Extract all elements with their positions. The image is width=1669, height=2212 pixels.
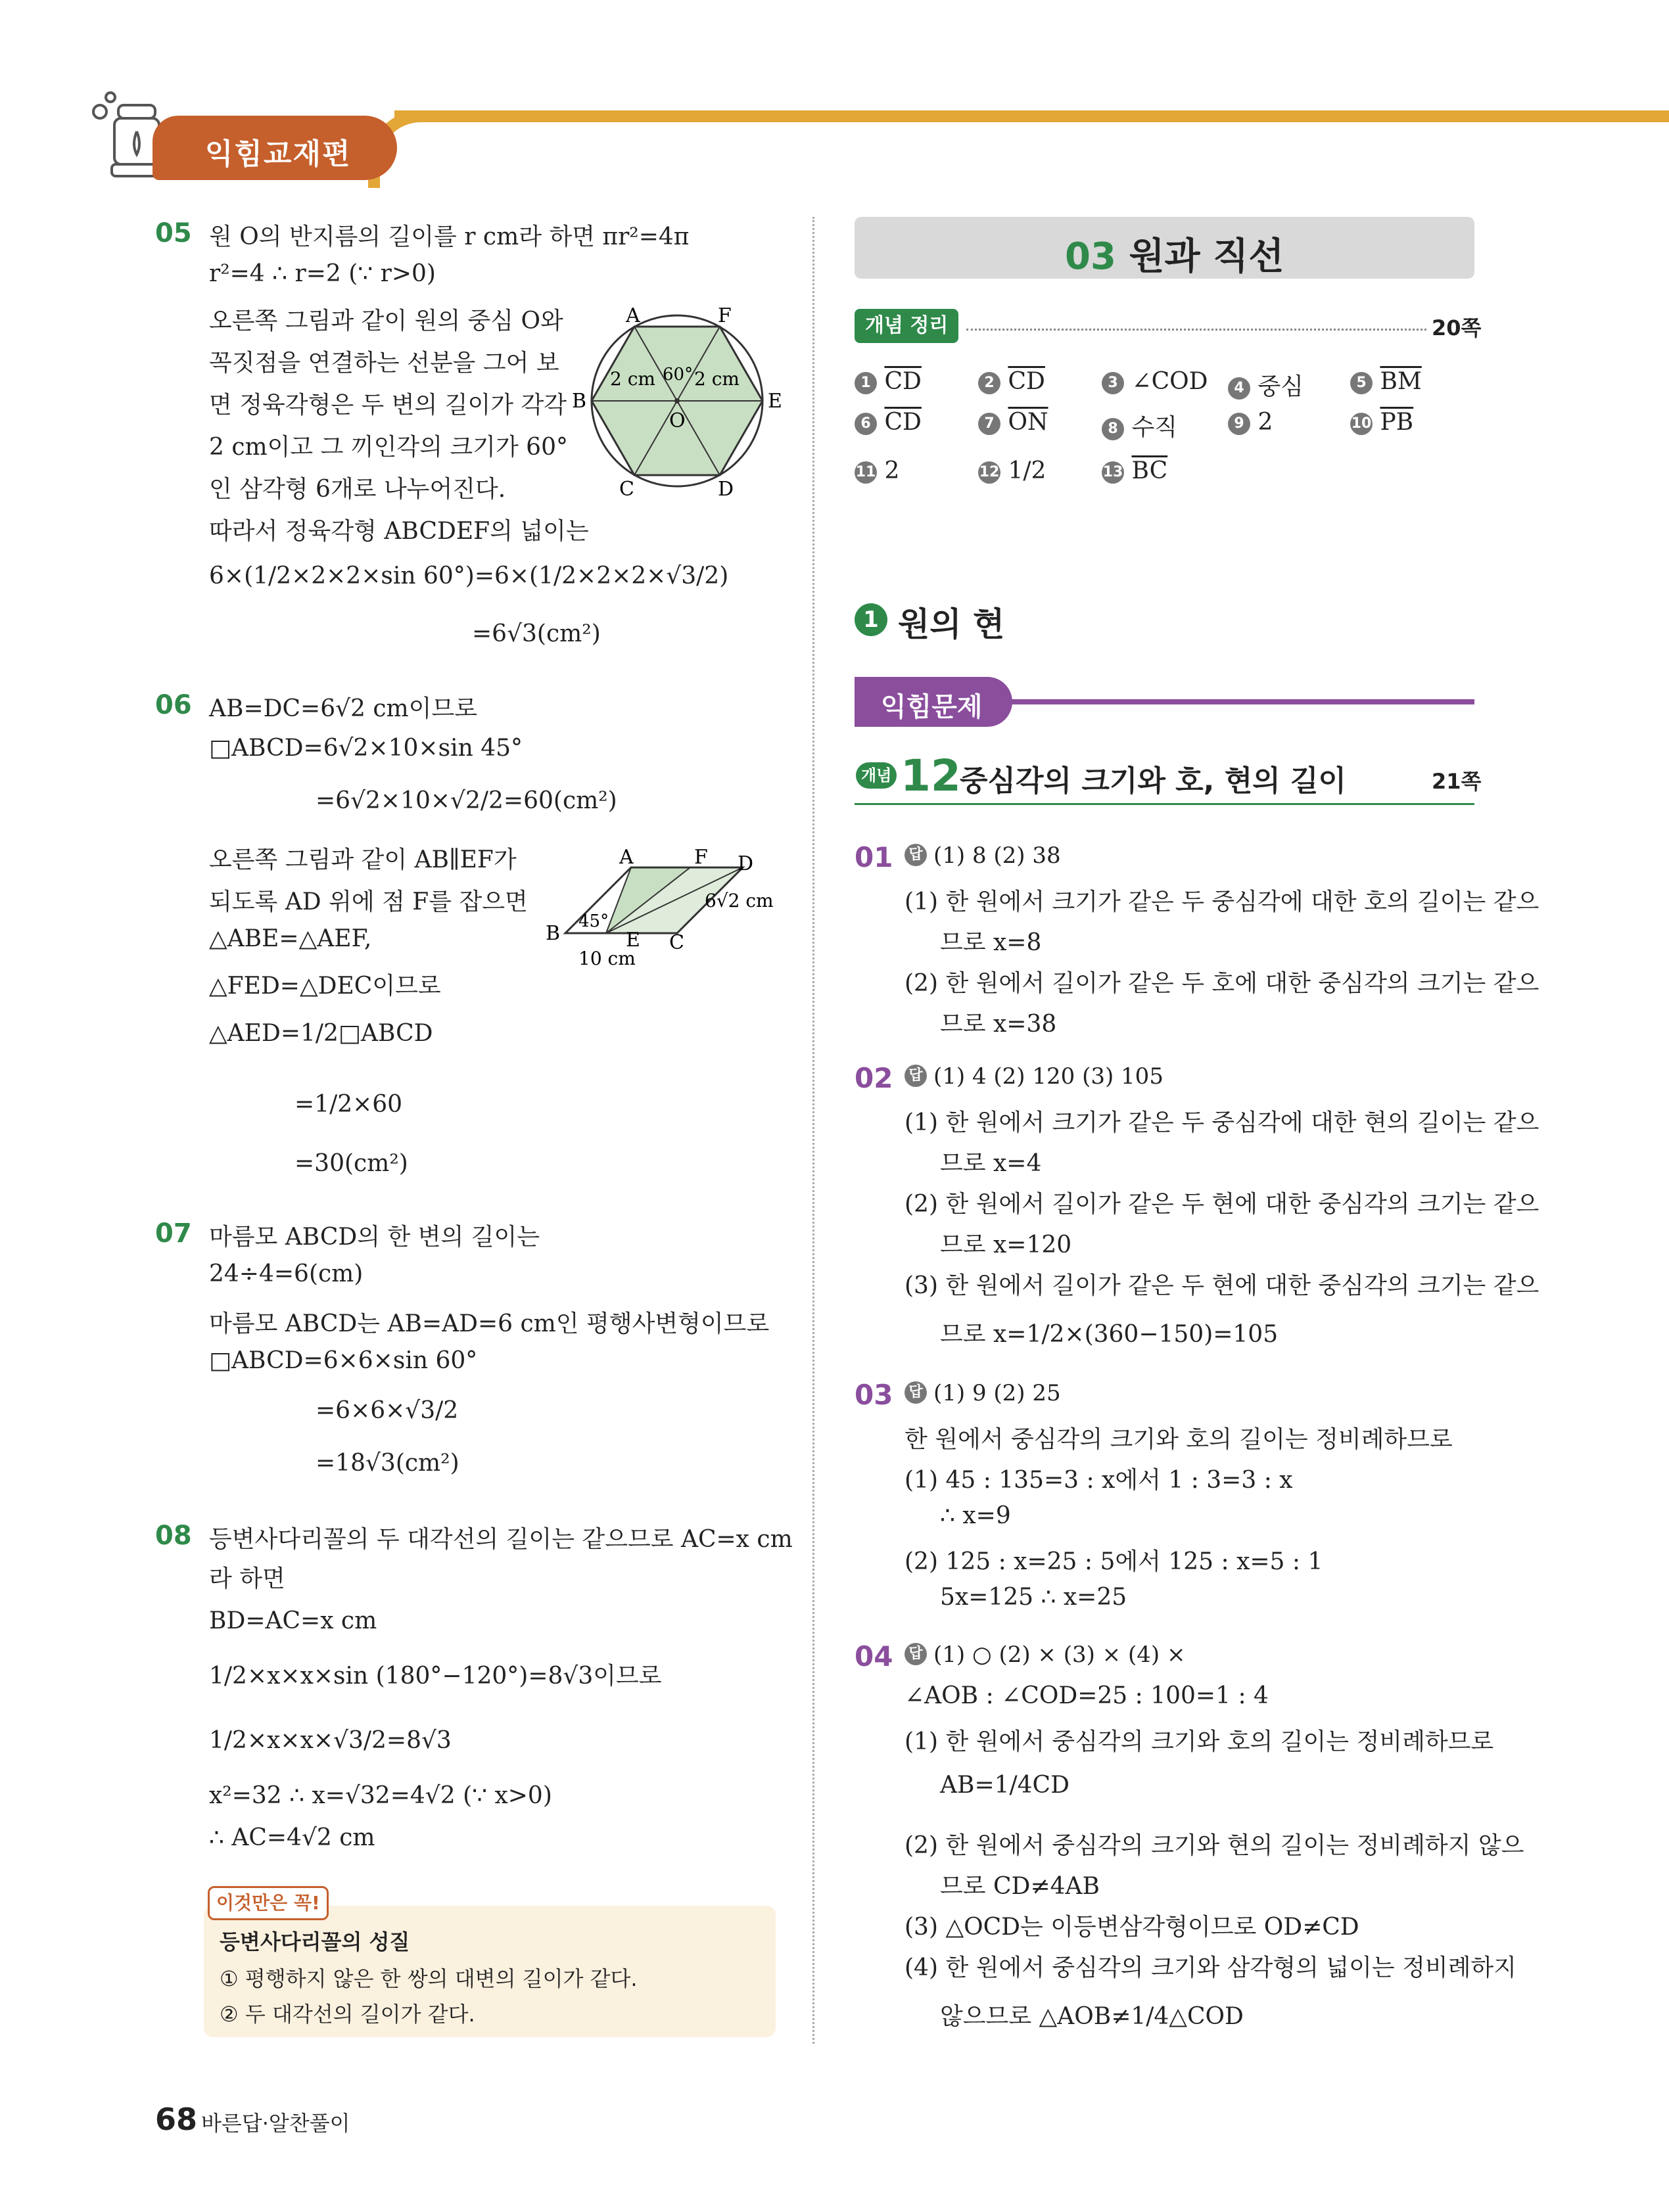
header-tab-label: 익힘교재편 bbox=[205, 137, 352, 171]
concept-rule bbox=[855, 803, 1474, 805]
tip-title: 등변사다리꼴의 성질 bbox=[220, 1929, 410, 1954]
q05-line-2: r²=4 ∴ r=2 (∵ r>0) bbox=[209, 260, 436, 287]
r01-answer-icon: 답 bbox=[905, 844, 927, 866]
summary-item-5: 5 $\overline{BM}$ bbox=[1350, 368, 1422, 395]
r03-answer: (1) 9 (2) 25 bbox=[933, 1380, 1061, 1406]
r03-answer-icon: 답 bbox=[905, 1381, 927, 1404]
q08-line-5: 1/2×x×x×√3/2=8√3 bbox=[209, 1727, 452, 1754]
r02-line-3: (2) 한 원에서 길이가 같은 두 현에 대한 중심각의 크기는 같으 bbox=[905, 1191, 1540, 1218]
r04-line-6: (3) △OCD는 이등변삼각형이므로 OD≠CD bbox=[905, 1914, 1359, 1941]
tip-item-1: ① 평행하지 않은 한 쌍의 대변의 길이가 같다. bbox=[220, 1966, 638, 1991]
r01-line-1: (1) 한 원에서 크기가 같은 두 중심각에 대한 호의 길이는 같으 bbox=[905, 888, 1540, 915]
q06-line-10: =30(cm²) bbox=[294, 1150, 408, 1177]
page-number: 68 bbox=[155, 2102, 198, 2137]
r04-line-7: (4) 한 원에서 중심각의 크기와 삼각형의 넓이는 정비례하지 bbox=[905, 1954, 1516, 1981]
hex-label-A: A bbox=[626, 304, 640, 327]
q05-line-7: 인 삼각형 6개로 나누어진다. bbox=[209, 476, 506, 503]
hex-label-O: O bbox=[669, 409, 686, 432]
q08-line-7: ∴ AC=4√2 cm bbox=[209, 1824, 375, 1851]
header-rule bbox=[394, 110, 1669, 122]
summary-page: 20쪽 bbox=[1432, 315, 1482, 340]
tip-item-2: ② 두 대각선의 길이가 같다. bbox=[220, 2002, 475, 2027]
q07-line-1: 마름모 ABCD의 한 변의 길이는 bbox=[209, 1224, 540, 1251]
para-label-F: F bbox=[694, 846, 708, 869]
parallelogram-figure bbox=[539, 841, 789, 973]
q08-line-4: 1/2×x×x×sin (180°−120°)=8√3이므로 bbox=[209, 1663, 662, 1690]
para-side: 6√2 cm bbox=[705, 890, 774, 911]
r01-line-2: 므로 x=8 bbox=[940, 929, 1042, 956]
q07-line-2: 24÷4=6(cm) bbox=[209, 1260, 364, 1287]
r04-answer: (1) ○ (2) × (3) × (4) × bbox=[933, 1642, 1186, 1668]
para-label-C: C bbox=[669, 931, 684, 954]
summary-item-6: 6 $\overline{CD}$ bbox=[855, 409, 922, 436]
r03-line-5: 5x=125 ∴ x=25 bbox=[940, 1584, 1127, 1611]
unit-number: 1 bbox=[855, 603, 887, 636]
q08-line-3: BD=AC=x cm bbox=[209, 1607, 377, 1634]
hex-label-E: E bbox=[768, 390, 782, 413]
r-question-number-02: 02 bbox=[855, 1062, 893, 1094]
practice-rule bbox=[1006, 699, 1474, 704]
summary-label: 개념 정리 bbox=[855, 309, 958, 343]
para-label-E: E bbox=[626, 929, 640, 952]
question-number-07: 07 bbox=[155, 1218, 192, 1249]
unit-title: 원의 현 bbox=[898, 605, 1005, 643]
q07-line-4: □ABCD=6×6×sin 60° bbox=[209, 1347, 478, 1374]
hexagon-figure bbox=[565, 302, 789, 499]
section-number: 03 bbox=[1065, 235, 1116, 278]
q06-line-5: 되도록 AD 위에 점 F를 잡으면 bbox=[209, 888, 528, 915]
concept-number: 12 bbox=[901, 750, 961, 801]
r04-line-4: (2) 한 원에서 중심각의 크기와 현의 길이는 정비례하지 않으 bbox=[905, 1832, 1524, 1859]
concept-tag: 개념 bbox=[856, 762, 897, 789]
header-tab bbox=[153, 116, 397, 180]
r02-line-2: 므로 x=4 bbox=[940, 1150, 1042, 1177]
summary-item-10: 10 $\overline{PB}$ bbox=[1351, 409, 1414, 436]
r01-line-3: (2) 한 원에서 길이가 같은 두 호에 대한 중심각의 크기는 같으 bbox=[905, 970, 1540, 997]
q05-line-10: =6√3(cm²) bbox=[472, 620, 601, 647]
r04-line-1: ∠AOB : ∠COD=25 : 100=1 : 4 bbox=[905, 1682, 1269, 1709]
q05-line-9: 6×(1/2×2×2×sin 60°)=6×(1/2×2×2×√3/2) bbox=[209, 563, 729, 589]
q06-line-8: △AED=1/2□ABCD bbox=[209, 1020, 433, 1047]
summary-item-12: 12 1/2 bbox=[979, 457, 1046, 484]
summary-item-11: 11 2 bbox=[855, 457, 900, 484]
q06-line-2: □ABCD=6√2×10×sin 45° bbox=[209, 735, 523, 762]
r04-answer-icon: 답 bbox=[905, 1643, 927, 1665]
q08-line-2: 라 하면 bbox=[209, 1565, 285, 1592]
r03-line-2: (1) 45 : 135=3 : x에서 1 : 3=3 : x bbox=[905, 1467, 1293, 1494]
r02-line-1: (1) 한 원에서 크기가 같은 두 중심각에 대한 현의 길이는 같으 bbox=[905, 1109, 1540, 1136]
question-number-08: 08 bbox=[155, 1521, 192, 1551]
hex-side-2: 2 cm bbox=[694, 368, 740, 390]
r04-line-2: (1) 한 원에서 중심각의 크기와 호의 길이는 정비례하므로 bbox=[905, 1728, 1494, 1755]
r-question-number-04: 04 bbox=[855, 1640, 893, 1672]
tip-tag: 이것만은 꼭! bbox=[208, 1886, 329, 1920]
q05-line-1: 원 O의 반지름의 길이를 r cm라 하면 πr²=4π bbox=[209, 223, 690, 250]
r02-line-4: 므로 x=120 bbox=[940, 1232, 1072, 1258]
q07-line-3: 마름모 ABCD는 AB=AD=6 cm인 평행사변형이므로 bbox=[209, 1310, 770, 1337]
q05-line-8: 따라서 정육각형 ABCDEF의 넓이는 bbox=[209, 518, 589, 545]
q08-line-1: 등변사다리꼴의 두 대각선의 길이는 같으므로 AC=x cm bbox=[209, 1526, 793, 1553]
r02-answer-icon: 답 bbox=[905, 1065, 927, 1087]
para-label-A: A bbox=[619, 846, 634, 869]
summary-item-4: 4 중심 bbox=[1228, 368, 1304, 402]
section-header bbox=[855, 217, 1474, 279]
summary-item-1: 1 $\overline{CD}$ bbox=[855, 368, 922, 395]
section-title: 원과 직선 bbox=[1129, 235, 1284, 278]
hex-label-D: D bbox=[718, 478, 734, 499]
column-divider bbox=[812, 217, 814, 2044]
q06-line-9: =1/2×60 bbox=[294, 1091, 403, 1118]
hex-angle: 60° bbox=[663, 365, 693, 384]
summary-item-13: 13 $\overline{BC}$ bbox=[1102, 457, 1168, 484]
r04-line-5: 므로 CD≠4AB bbox=[940, 1873, 1100, 1900]
r04-line-3: AB=1/4CD bbox=[940, 1772, 1070, 1799]
practice-label: 익힘문제 bbox=[881, 692, 983, 722]
q06-line-3: =6√2×10×√2/2=60(cm²) bbox=[316, 787, 617, 814]
r02-line-5: (3) 한 원에서 길이가 같은 두 현에 대한 중심각의 크기는 같으 bbox=[905, 1272, 1540, 1299]
q05-line-5: 면 정육각형은 두 변의 길이가 각각 bbox=[209, 392, 567, 419]
hex-label-F: F bbox=[718, 304, 732, 327]
r03-line-1: 한 원에서 중심각의 크기와 호의 길이는 정비례하므로 bbox=[905, 1426, 1453, 1453]
q05-line-6: 2 cm이고 그 끼인각의 크기가 60° bbox=[209, 434, 568, 461]
hex-side-1: 2 cm bbox=[610, 368, 655, 390]
q08-line-6: x²=32 ∴ x=√32=4√2 (∵ x>0) bbox=[209, 1782, 552, 1809]
summary-item-8: 8 수직 bbox=[1102, 409, 1177, 442]
hex-label-B: B bbox=[572, 390, 587, 413]
para-base: 10 cm bbox=[578, 948, 636, 969]
q07-line-6: =18√3(cm²) bbox=[316, 1450, 459, 1477]
r03-line-3: ∴ x=9 bbox=[940, 1502, 1011, 1529]
para-angle: 45° bbox=[578, 911, 609, 931]
summary-dotted-rule bbox=[966, 329, 1426, 331]
concept-page: 21쪽 bbox=[1432, 769, 1482, 794]
r02-line-6: 므로 x=1/2×(360−150)=105 bbox=[940, 1321, 1279, 1348]
summary-item-3: 3 ∠COD bbox=[1102, 368, 1208, 395]
q06-line-1: AB=DC=6√2 cm이므로 bbox=[209, 695, 478, 722]
hex-label-C: C bbox=[619, 478, 634, 499]
q05-line-3: 오른쪽 그림과 같이 원의 중심 O와 bbox=[209, 308, 563, 334]
summary-item-9: 9 2 bbox=[1228, 409, 1273, 436]
r04-line-8: 않으므로 △AOB≠1/4△COD bbox=[940, 2003, 1244, 2030]
r01-answer: (1) 8 (2) 38 bbox=[933, 842, 1061, 869]
summary-item-7: 7 $\overline{ON}$ bbox=[978, 409, 1048, 436]
q06-line-4: 오른쪽 그림과 같이 AB∥EF가 bbox=[209, 846, 517, 873]
q07-line-5: =6×6×√3/2 bbox=[316, 1397, 459, 1424]
concept-title: 중심각의 크기와 호, 현의 길이 bbox=[960, 764, 1347, 798]
q05-line-4: 꼭짓점을 연결하는 선분을 그어 보 bbox=[209, 350, 559, 377]
q06-line-7: △FED=△DEC이므로 bbox=[209, 973, 441, 1000]
r-question-number-03: 03 bbox=[855, 1379, 893, 1411]
r02-answer: (1) 4 (2) 120 (3) 105 bbox=[933, 1063, 1164, 1090]
question-number-05: 05 bbox=[155, 218, 192, 248]
r01-line-4: 므로 x=38 bbox=[940, 1011, 1057, 1038]
question-number-06: 06 bbox=[155, 690, 192, 720]
para-label-B: B bbox=[546, 922, 561, 945]
summary-item-2: 2 $\overline{CD}$ bbox=[978, 368, 1045, 395]
para-label-D: D bbox=[738, 852, 754, 875]
r03-line-4: (2) 125 : x=25 : 5에서 125 : x=5 : 1 bbox=[905, 1548, 1323, 1575]
r-question-number-01: 01 bbox=[855, 841, 893, 873]
footer-title: 바른답·알찬풀이 bbox=[201, 2111, 350, 2136]
q06-line-6: △ABE=△AEF, bbox=[209, 925, 372, 952]
